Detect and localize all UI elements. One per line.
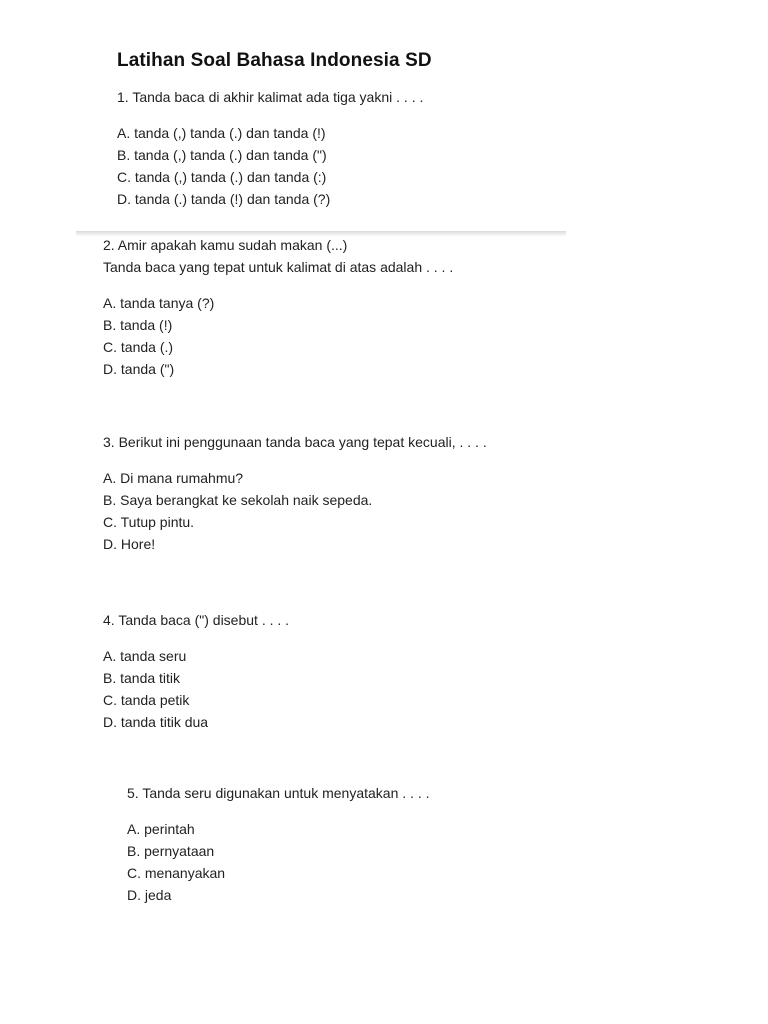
question-4-stem: 4. Tanda baca (") disebut . . . . [103,612,290,628]
page-title: Latihan Soal Bahasa Indonesia SD [117,50,432,71]
question-2-instruction: Tanda baca yang tepat untuk kalimat di atas adalah . . . . [103,259,454,275]
question-1-option-a: A. tanda (,) tanda (.) dan tanda (!) [117,125,326,141]
question-1-options [117,122,423,210]
question-2-option-a: A. tanda tanya (?) [103,295,215,311]
question-3-option-b: B. Saya berangkat ke sekolah naik sepeda. [103,492,373,508]
question-2-options [103,292,453,380]
question-4-option-c: C. tanda petik [103,692,190,708]
question-2-stem: 2. Amir apakah kamu sudah makan (...) [103,237,348,253]
question-5-option-b: B. pernyataan [127,843,215,859]
question-2-option-b: B. tanda (!) [103,317,173,333]
question-1-stem: 1. Tanda baca di akhir kalimat ada tiga yakni . . . . [117,89,424,105]
question-3-option-a: A. Di mana rumahmu? [103,470,244,486]
question-5-option-d: D. jeda [127,887,172,903]
question-4-option-d: D. tanda titik dua [103,714,209,730]
question-2 [103,234,453,380]
question-5-option-c: C. menanyakan [127,865,226,881]
question-5-options [127,818,430,906]
question-4-options [103,645,289,733]
question-2-option-d: D. tanda (") [103,361,175,377]
question-2-option-c: C. tanda (.) [103,339,174,355]
question-1-option-c: C. tanda (,) tanda (.) dan tanda (:) [117,169,327,185]
question-5-stem: 5. Tanda seru digunakan untuk menyatakan . . . . [127,785,430,801]
question-3 [103,431,487,555]
question-1-option-b: B. tanda (,) tanda (.) dan tanda (") [117,147,327,163]
question-4 [103,609,289,733]
question-3-option-d: D. Hore! [103,536,156,552]
question-1 [117,86,423,210]
question-5 [127,782,430,906]
question-4-option-b: B. tanda titik [103,670,181,686]
question-5-option-a: A. perintah [127,821,195,837]
question-1-option-d: D. tanda (.) tanda (!) dan tanda (?) [117,191,331,207]
question-3-stem: 3. Berikut ini penggunaan tanda baca yang tepat kecuali, . . . . [103,434,487,450]
question-3-option-c: C. Tutup pintu. [103,514,195,530]
question-3-options [103,467,487,555]
question-4-option-a: A. tanda seru [103,648,187,664]
